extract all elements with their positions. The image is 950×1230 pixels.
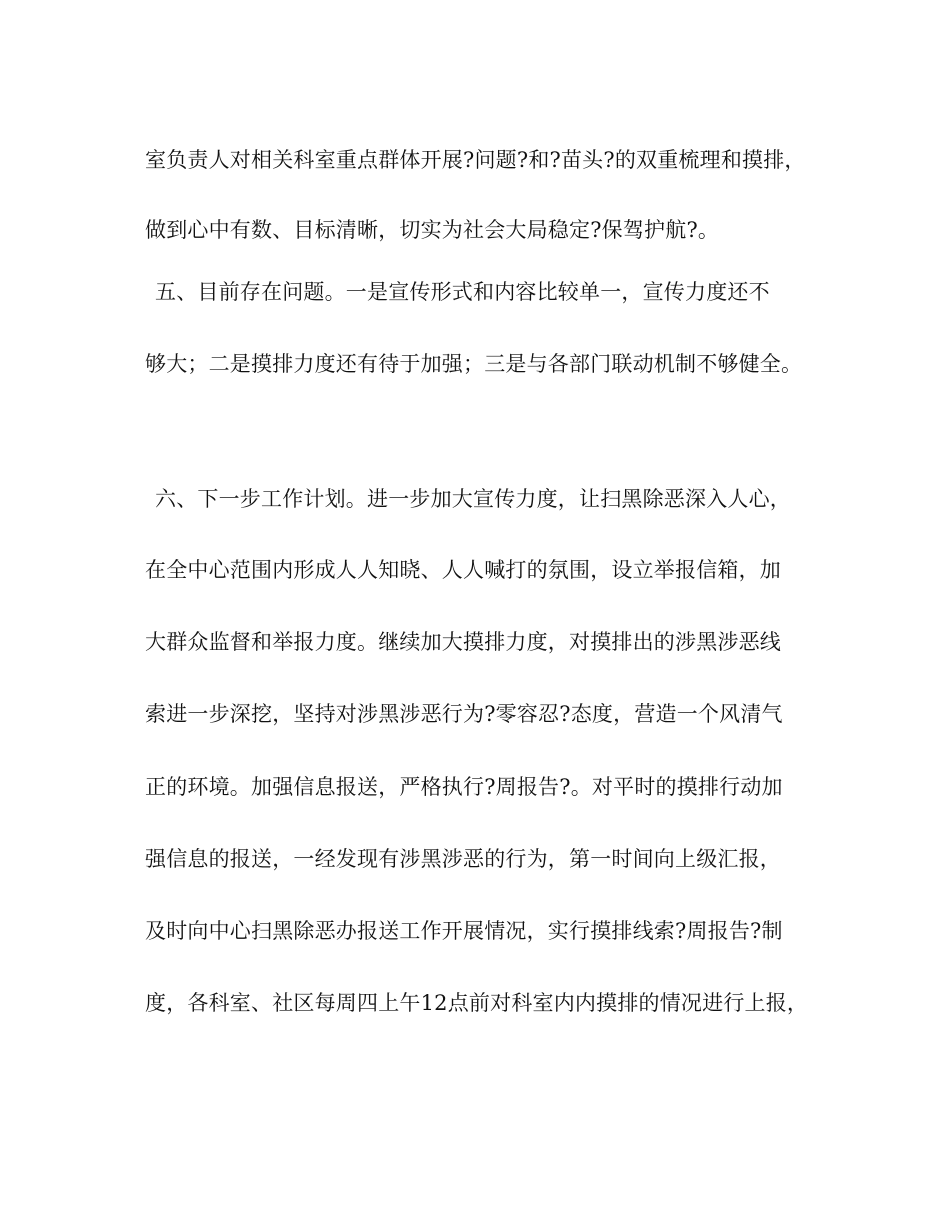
text-line-7: 大群众监督和举报力度。继续加大摸排力度，对摸排出的涉黑涉恶线 [145, 630, 781, 654]
text-line-9: 正的环境。加强信息报送，严格执行?周报告?。对平时的摸排行动加 [145, 775, 783, 799]
text-line-11: 及时向中心扫黑除恶办报送工作开展情况，实行摸排线索?周报告?制 [145, 919, 783, 943]
text-line-6: 在全中心范围内形成人人知晓、人人喊打的氛围，设立举报信箱，加 [145, 558, 781, 582]
text-line-2: 做到心中有数、目标清晰，切实为社会大局稳定?保驾护航?。 [145, 218, 720, 242]
section-five-heading-line: 五、目前存在问题。一是宣传形式和内容比较单一，宣传力度还不 [155, 280, 770, 304]
section-six-heading-line: 六、下一步工作计划。进一步加大宣传力度，让扫黑除恶深入人心， [155, 487, 791, 511]
text-line-10: 强信息的报送，一经发现有涉黑涉恶的行为，第一时间向上级汇报， [145, 847, 781, 871]
text-line-12: 度，各科室、社区每周四上午12点前对科室内内摸排的情况进行上报， [145, 991, 809, 1015]
text-line-8: 索进一步深挖，坚持对涉黑涉恶行为?零容忍?态度，营造一个风清气 [145, 702, 783, 726]
text-line-1: 室负责人对相关科室重点群体开展?问题?和?苗头?的双重梳理和摸排， [145, 148, 806, 172]
text-line-4: 够大；二是摸排力度还有待于加强；三是与各部门联动机制不够健全。 [145, 352, 803, 376]
